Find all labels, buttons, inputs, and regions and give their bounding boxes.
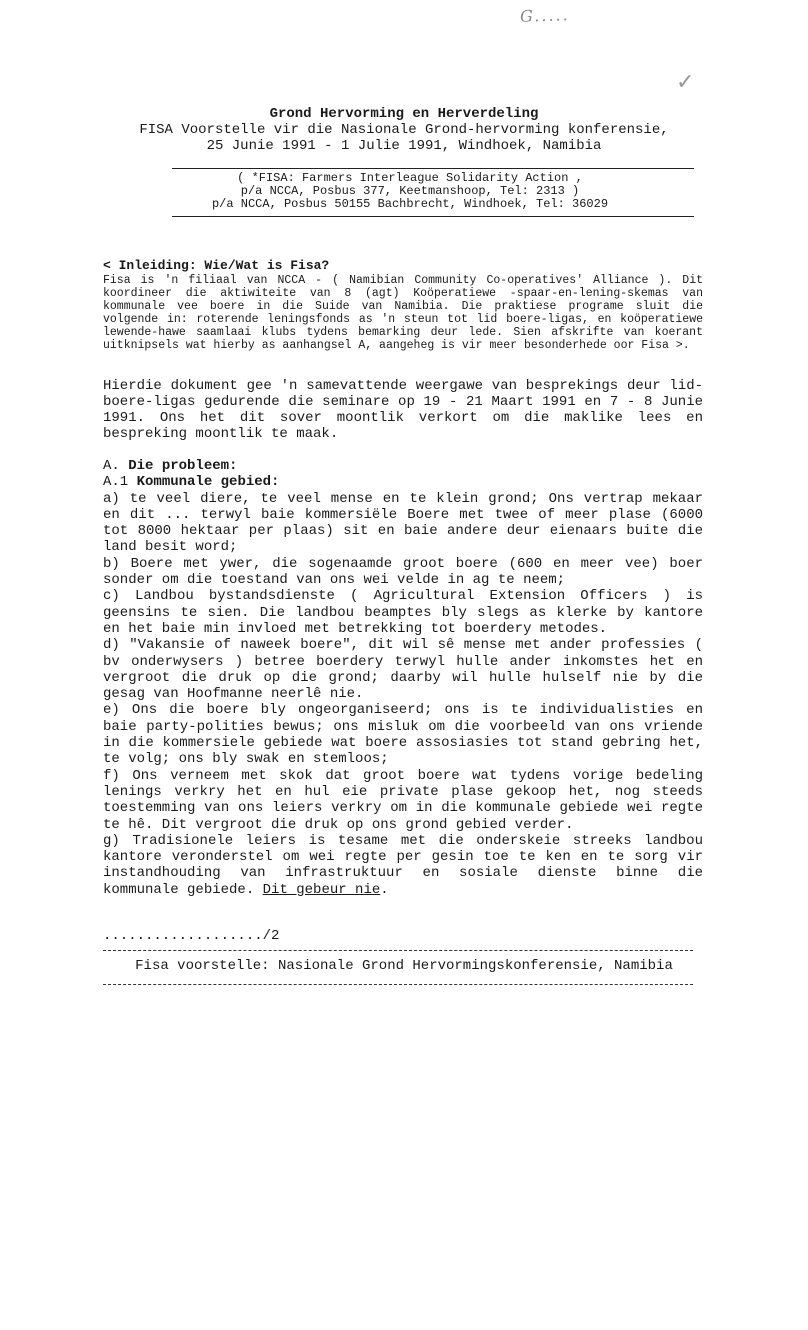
problem-item-g-end: . — [380, 881, 389, 898]
problem-item-g-emphasis: Dit gebeur nie — [262, 881, 381, 898]
document-title: Grond Hervorming en Herverdeling — [269, 106, 539, 122]
document-date-location: 25 Junie 1991 - 1 Julie 1991, Windhoek, Namibia — [206, 138, 602, 154]
problem-item-g — [103, 833, 703, 898]
footer-dashed-rule-bottom — [103, 984, 693, 985]
page-continuation: .................../2 — [103, 928, 280, 944]
problem-item-e: e) Ons die boere bly ongeorganiseerd; ons is te individualisties en baie party-polities bewus; ons misluk om die voorbeeld van ons vriende in die kommersiele gebiede wat boere assosiasies tot stand gebring het, te volg; ons bly swak en stemloos; — [103, 702, 703, 768]
section-heading-prefix: A. — [103, 458, 120, 474]
introduction-heading: < Inleiding: Wie/Wat is Fisa? — [103, 258, 330, 273]
handwritten-annotation: G..... — [519, 5, 570, 26]
subsection-heading-text: Kommunale gebied: — [136, 474, 280, 491]
document-header — [0, 106, 808, 154]
footer-text: Fisa voorstelle: Nasionale Grond Hervormingskonferensie, Namibia — [135, 958, 673, 974]
problem-item-d: d) "Vakansie of naweek boere", dit wil sê mense met ander professies ( bv onderwysers ) betree boerdery terwyl hulle ander inkomstes het en vergroot die druk op die grond; daarby wil hulle hulself nie by die gesag van Hoofmanne neerlê nie. — [103, 637, 703, 703]
contact-line-2: p/a NCCA, Posbus 377, Keetmanshoop, Tel: 2313 ) — [240, 184, 580, 198]
subsection-heading-prefix: A.1 — [103, 474, 129, 491]
contact-line-1: ( *FISA: Farmers Interleague Solidarity Action , — [237, 171, 583, 185]
header-divider-top — [172, 168, 694, 169]
contact-line-3: p/a NCCA, Posbus 50155 Bachbrecht, Windhoek, Tel: 36029 — [211, 197, 609, 211]
problem-item-b: b) Boere met ywer, die sogenaamde groot boere (600 en meer vee) boer sonder om die toestand van ons wei velde in ag te neem; — [103, 555, 703, 589]
problem-section — [103, 458, 703, 898]
contact-block — [160, 172, 660, 211]
introduction-body: Fisa is 'n filiaal van NCCA - ( Namibian Community Co-operatives' Alliance ). Dit koordineer die aktiwiteite van 8 (agt) Koöperatiewe -spaar-en-lening-skemas van kommunale vee boere in die Suide van Namibia. Die praktiese programe sluit die volgende in: roterende leningsfonds as 'n steun tot lid boere-ligas, en koöperatiewe lewende-hawe saamlaai klubs tydens bemarking deur lede. Sien afskrifte van koerant uitknipsels wat hierby as aanhangsel A, aangeheg is vir meer besonderhede oor Fisa >. — [103, 274, 703, 352]
section-heading — [103, 458, 703, 474]
problem-item-g-text: g) Tradisionele leiers is tesame met die onderskeie streeks landbou kantore veronderstel om wei regte per gesin toe te ken en te sorg vir instandhouding van infrastruktuur en sosiale dienste binne die kommunale gebiede. — [103, 832, 703, 898]
document-subtitle: FISA Voorstelle vir die Nasionale Grond-hervorming konferensie, — [139, 122, 669, 138]
footer-dashed-rule-top — [103, 950, 693, 951]
problem-item-a: a) te veel diere, te veel mense en te klein grond; Ons vertrap mekaar en dit ... terwyl baie kommersiële Boere met twee of meer plase (6000 tot 8000 hektaar per plaas) sit en baie andere deur eienaars buite die land besit word; — [103, 490, 703, 556]
summary-paragraph: Hierdie dokument gee 'n samevattende weergawe van besprekings deur lid-boere-ligas gedurende die seminare op 19 - 21 Maart 1991 en 7 - 8 Junie 1991. Ons het dit sover moontlik verkort om die maklike lees en bespreking moontlik te maak. — [103, 378, 703, 442]
check-mark-icon: ✓ — [676, 70, 695, 95]
problem-item-f: f) Ons verneem met skok dat groot boere wat tydens vorige bedeling lenings verkry het en hul eie private plase gekoop het, nog steeds toestemming van ons leiers verkry om in die kommunale gebiede wei regte te hê. Dit vergroot die druk op ons grond gebied verder. — [103, 767, 703, 833]
subsection-heading — [103, 474, 703, 490]
introduction-section — [103, 258, 703, 352]
problem-item-c: c) Landbou bystandsdienste ( Agricultural Extension Officers ) is geensins te sien. Die landbou beamptes bly slegs as klerke by kantore en het baie min invloed met betrekking tot boerdery metodes. — [103, 588, 703, 637]
header-divider-bottom — [172, 216, 694, 217]
section-heading-text: Die probleem: — [128, 458, 238, 474]
